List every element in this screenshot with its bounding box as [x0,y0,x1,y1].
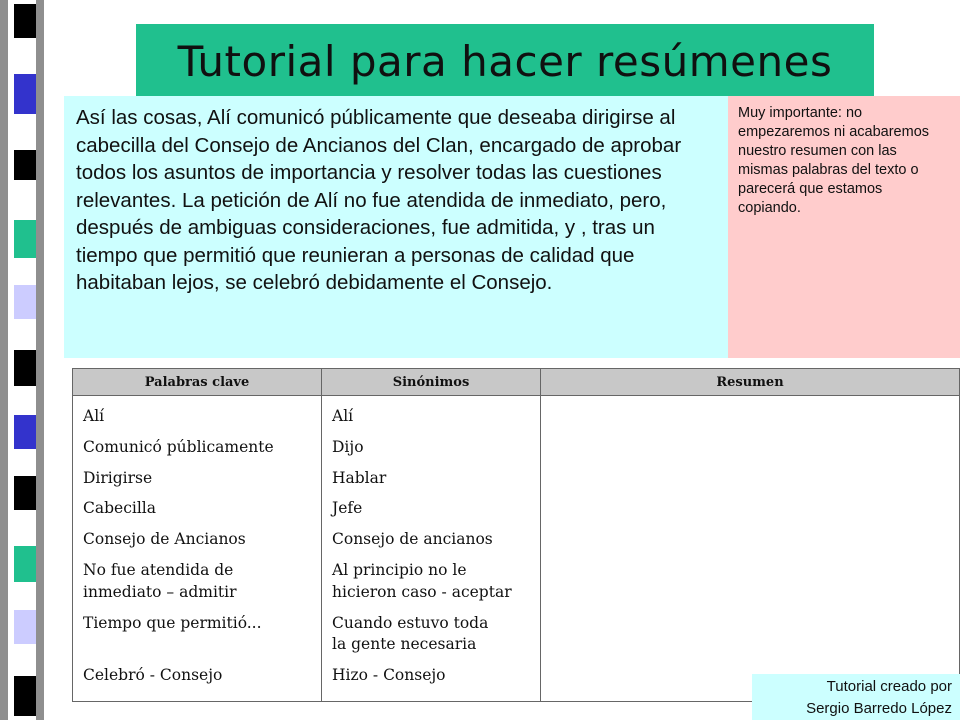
synonym-item: Consejo de ancianos [332,530,493,549]
keyword-item: Alí [83,407,105,425]
keyword-item: Tiempo que permitió... [83,613,262,632]
keyword-item: Consejo de Ancianos [83,530,246,549]
slide-title: Tutorial para hacer resúmenes [177,36,833,86]
keyword-item: No fue atendida de inmediato – admitir [83,560,237,601]
synonym-item: Dijo [332,437,364,456]
synonyms-cell [322,396,541,702]
keyword-item: Dirigirse [83,468,153,487]
strip-block [14,546,36,582]
decorative-strip [0,0,44,720]
keywords-cell [73,396,322,702]
synonym-item: Hizo - Consejo [332,666,446,685]
strip-grey-bar [36,0,44,720]
keyword-item: Comunicó públicamente [83,437,274,456]
keywords-table [72,368,960,702]
strip-block [14,415,36,449]
strip-block [14,150,36,180]
credit-author: Sergio Barredo López [806,700,952,717]
keyword-item [83,634,313,656]
synonym-item: Jefe [332,499,363,518]
keyword-item: Cabecilla [83,499,156,518]
strip-grey-bar [0,0,8,720]
strip-block [14,4,36,38]
credit-box [752,674,960,720]
keyword-item: Celebró - Consejo [83,666,223,685]
synonym-item: Cuando estuvo toda [332,613,489,632]
strip-block [14,350,36,386]
passage-text: Así las cosas, Alí comunicó públicamente que deseaba dirigirse al cabecilla del Consejo de Ancianos del Clan, encargado de aprobar todos los asuntos de importancia y resolver todas las cuestiones relevantes. La petición de Alí no fue atendida de inmediato, pero, después de ambiguas consideraciones, fue admitida, y , tras un tiempo que permitió que reunieran a personas de calidad que habitaban lejos, se celebró debidamente el Consejo. [64,96,728,358]
strip-block [14,74,36,114]
header-summary: Resumen [541,369,960,396]
header-keywords: Palabras clave [73,369,322,396]
credit-line: Tutorial creado por [826,678,952,695]
strip-block [14,220,36,258]
title-banner [136,24,874,98]
important-note: Muy importante: no empezaremos ni acabaremos nuestro resumen con las mismas palabras del texto o parecerá que estamos copiando. [728,96,960,358]
synonym-item: Alí [332,407,354,425]
summary-cell[interactable] [541,396,960,702]
strip-block [14,285,36,319]
synonym-item: la gente necesaria [332,635,477,654]
strip-block [14,476,36,510]
synonym-item: Hablar [332,468,387,487]
header-synonyms: Sinónimos [322,369,541,396]
strip-block [14,676,36,716]
synonym-item: Al principio no le hicieron caso - aceptar [332,560,512,601]
strip-block [14,610,36,644]
